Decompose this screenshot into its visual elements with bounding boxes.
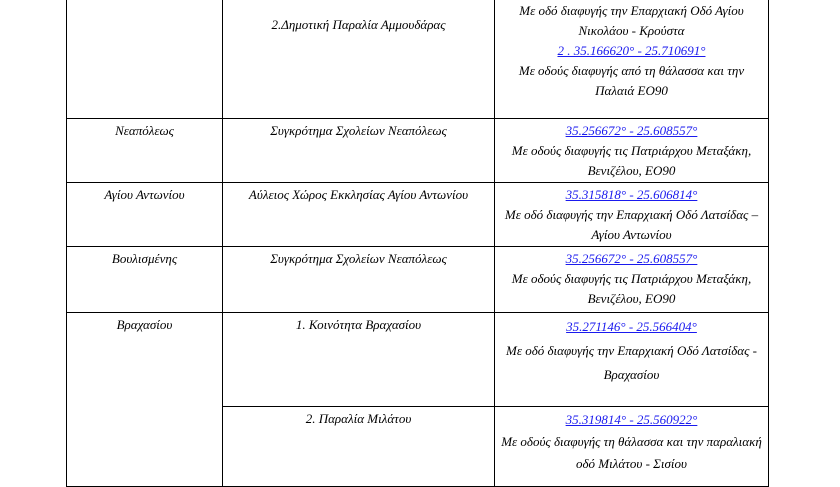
coords-cell bbox=[495, 183, 769, 247]
coordinates-link[interactable]: 35.256672° - 25.608557° bbox=[565, 123, 698, 138]
evacuation-table bbox=[66, 0, 769, 487]
coordinates-link[interactable]: 2 . 35.166620° - 25.710691° bbox=[557, 43, 706, 58]
table-row bbox=[67, 0, 769, 119]
escape-route-text: Με οδό διαφυγής την Επαρχιακή Οδό Αγίου Νικολάου - Κρούστα bbox=[519, 3, 744, 38]
place-name: Αύλειος Χώρος Εκκλησίας Αγίου Αντωνίου bbox=[248, 187, 469, 202]
coordinates-link[interactable]: 35.271146° - 25.566404° bbox=[566, 319, 697, 334]
municipality-cell bbox=[67, 119, 223, 183]
place-cell bbox=[223, 407, 495, 487]
escape-route-text: Με οδό διαφυγής την Επαρχιακή Οδό Λατσίδας - Βραχασίου bbox=[506, 343, 757, 382]
municipality-cell bbox=[67, 183, 223, 247]
place-name: 2. Παραλία Μιλάτου bbox=[305, 411, 412, 426]
place-cell bbox=[223, 313, 495, 407]
place-cell bbox=[223, 0, 495, 119]
table-row bbox=[67, 183, 769, 247]
escape-route-text: Με οδό διαφυγής την Επαρχιακή Οδό Λατσίδας – Αγίου Αντωνίου bbox=[504, 207, 759, 242]
place-name: 1. Κοινότητα Βραχασίου bbox=[295, 317, 422, 332]
municipality-name: Νεαπόλεως bbox=[115, 123, 174, 138]
place-cell bbox=[223, 247, 495, 313]
municipality-cell bbox=[67, 247, 223, 313]
coordinates-link[interactable]: 35.315818° - 25.606814° bbox=[565, 187, 698, 202]
coords-cell bbox=[495, 247, 769, 313]
municipality-cell bbox=[67, 0, 223, 119]
escape-route-text: Με οδούς διαφυγής από τη θάλασσα και την Παλαιά ΕΟ90 bbox=[518, 63, 745, 98]
coords-cell bbox=[495, 313, 769, 407]
escape-route-text: Με οδούς διαφυγής τη θάλασσα και την παραλιακή οδό Μιλάτου - Σισίου bbox=[501, 434, 762, 471]
municipality-name: Βουλισμένης bbox=[111, 251, 178, 266]
place-name bbox=[227, 0, 490, 1]
place-name: Συγκρότημα Σχολείων Νεαπόλεως bbox=[270, 123, 447, 138]
place-cell bbox=[223, 183, 495, 247]
municipality-name: Βραχασίου bbox=[116, 317, 173, 332]
place-cell bbox=[223, 119, 495, 183]
table-row bbox=[67, 247, 769, 313]
escape-route-text: Με οδούς διαφυγής τις Πατριάρχου Μεταξάκη, Βενιζέλου, ΕΟ90 bbox=[511, 271, 752, 306]
escape-route-text: Με οδούς διαφυγής τις Πατριάρχου Μεταξάκη, Βενιζέλου, ΕΟ90 bbox=[511, 143, 752, 178]
municipality-cell bbox=[67, 313, 223, 487]
coordinates-link[interactable]: 35.319814° - 25.560922° bbox=[565, 412, 698, 427]
place-name: 2.Δημοτική Παραλία Αμμουδάρας bbox=[271, 17, 446, 32]
coords-cell bbox=[495, 119, 769, 183]
municipality-name: Αγίου Αντωνίου bbox=[104, 187, 185, 202]
table-row bbox=[67, 313, 769, 407]
coordinates-link[interactable]: 35.256672° - 25.608557° bbox=[565, 251, 698, 266]
coords-cell bbox=[495, 0, 769, 119]
coords-cell bbox=[495, 407, 769, 487]
table-row bbox=[67, 119, 769, 183]
place-name: Συγκρότημα Σχολείων Νεαπόλεως bbox=[270, 251, 447, 266]
